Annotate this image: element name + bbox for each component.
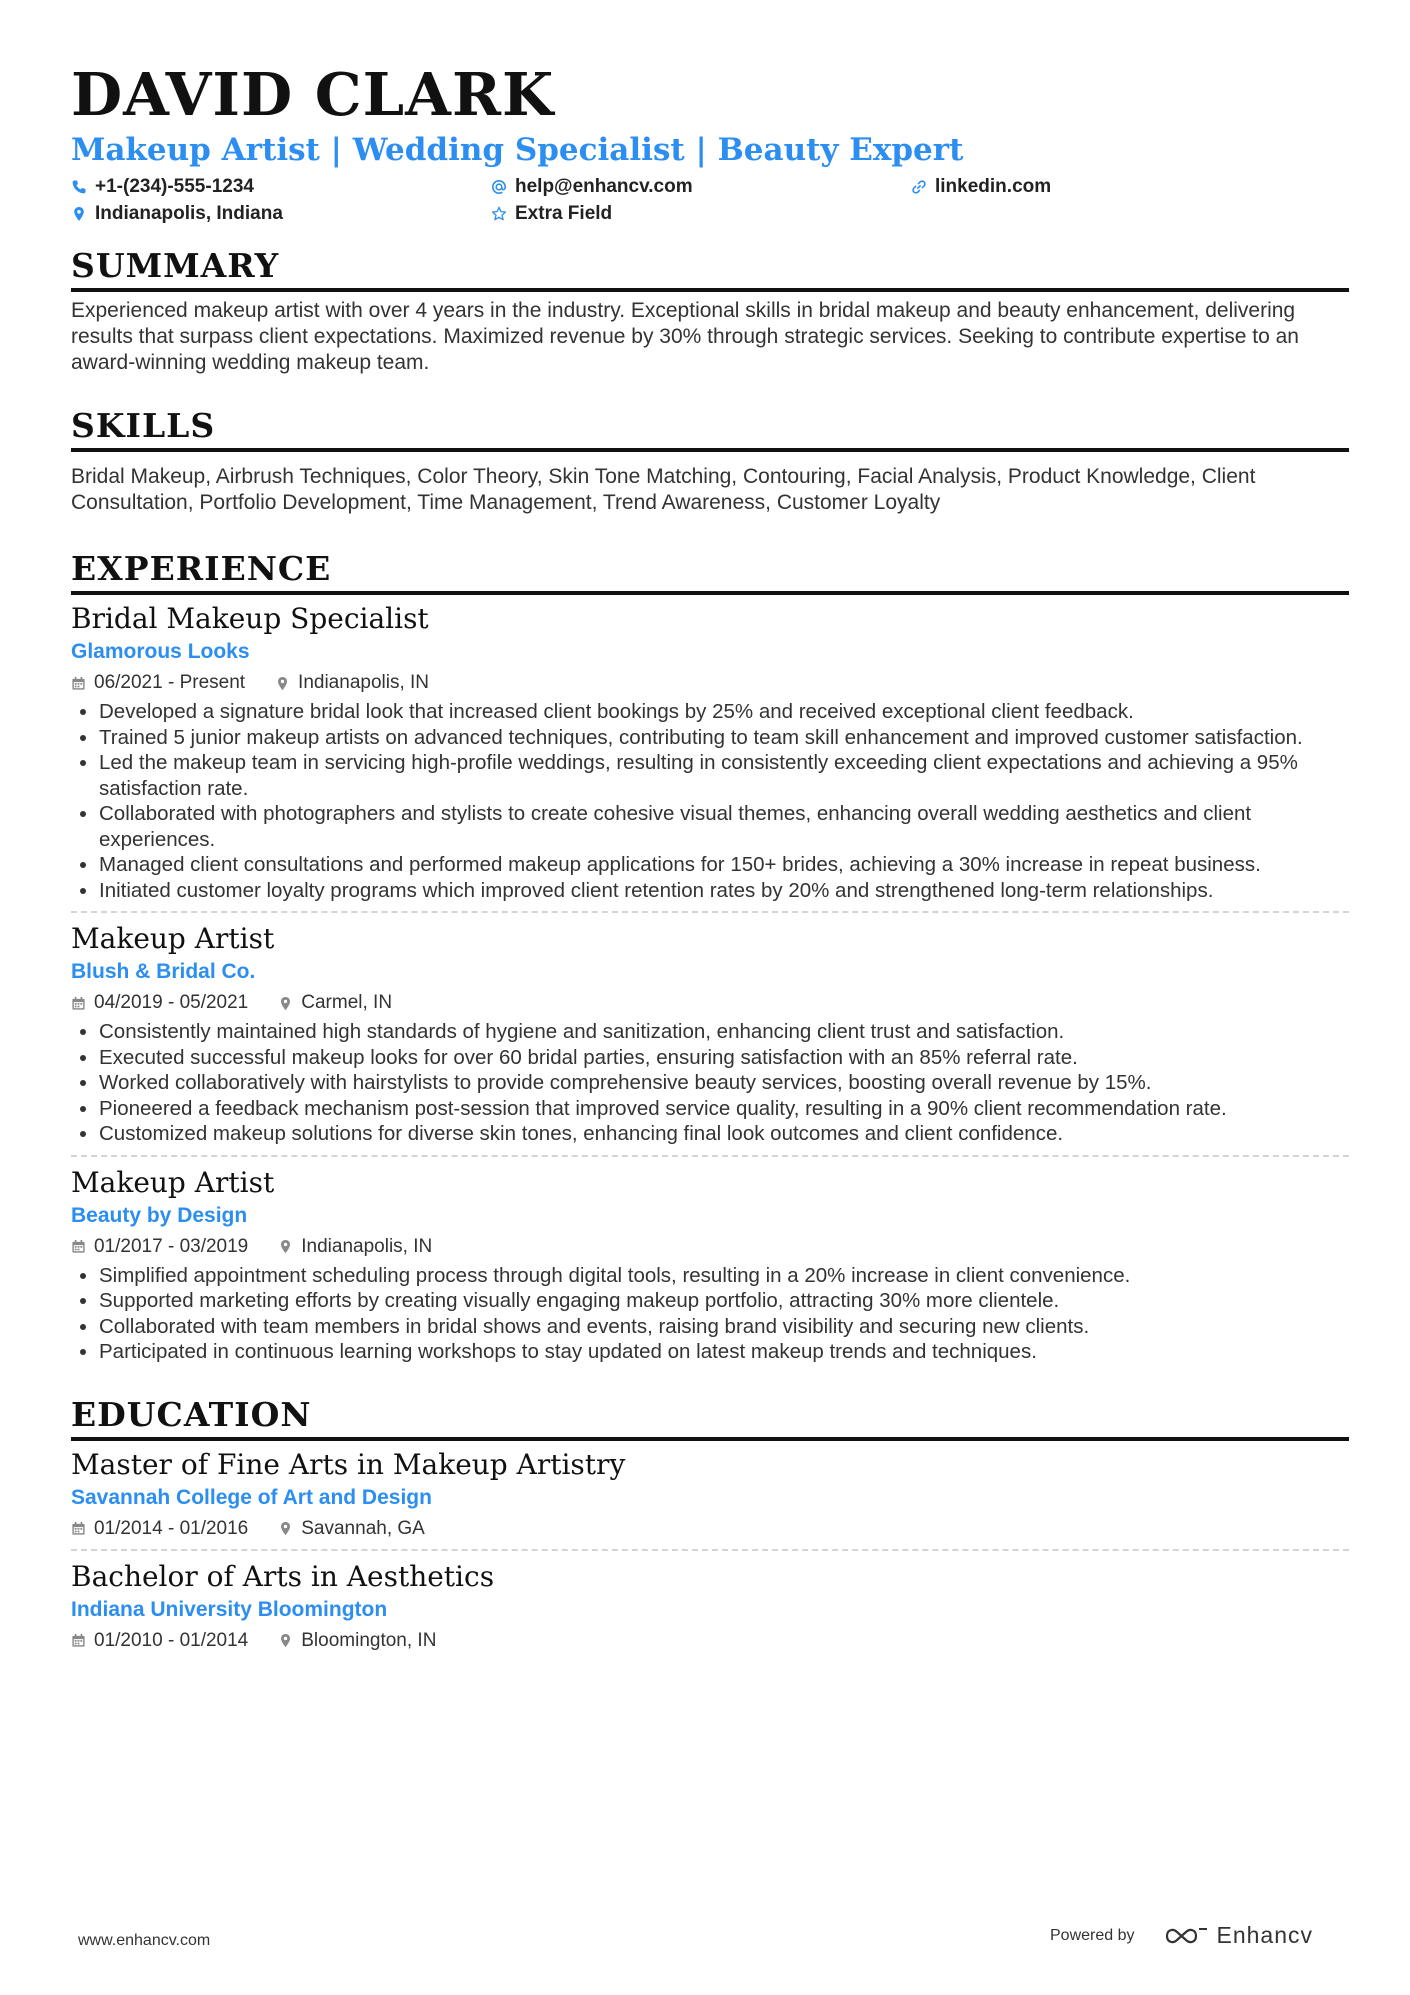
job-bullet: • Pioneered a feedback mechanism post-session that improved service quality, resulting in a 90% client recommendation rate.: [99, 1096, 1349, 1122]
job-dates: 06/2021 - Present: [94, 672, 246, 693]
job-bullet: • Participated in continuous learning workshops to stay updated on latest makeup trends and techniques.: [99, 1339, 1349, 1365]
summary-heading: SUMMARY: [71, 246, 1349, 292]
job-bullet: • Led the makeup team in servicing high-profile weddings, resulting in consistently exceeding client expectations and achieving a 95% satisfaction rate.: [99, 750, 1349, 801]
job-bullet: • Managed client consultations and performed makeup applications for 150+ brides, achieving a 30% increase in repeat business.: [99, 852, 1349, 878]
contact-email-text: help@enhancv.com: [515, 176, 693, 197]
location-icon: [278, 1633, 293, 1648]
job-bullet: • Trained 5 junior makeup artists on advanced techniques, contributing to team skill enhancement and improved customer satisfaction.: [99, 725, 1349, 751]
phone-icon: [71, 179, 87, 195]
education-entry: [71, 1559, 1349, 1665]
school-name: Savannah College of Art and Design: [71, 1485, 432, 1509]
star-icon: [491, 206, 507, 222]
entry-divider: [71, 911, 1349, 913]
footer-website[interactable]: www.enhancv.com: [78, 1932, 211, 1949]
job-bullet: • Collaborated with team members in bridal shows and events, raising brand visibility and securing new clients.: [99, 1314, 1349, 1340]
calendar-icon: [71, 1521, 86, 1536]
powered-by-label: Powered by: [1050, 1926, 1135, 1944]
summary-text: Experienced makeup artist with over 4 years in the industry. Exceptional skills in bridal makeup and beauty enhancement, delivering results that surpass client expectations. Maximized revenue by 30% through strategic services. Seeking to contribute expertise to an award-winning wedding makeup team.: [71, 299, 1299, 374]
skills-section: [71, 406, 1349, 516]
job-bullet: • Developed a signature bridal look that increased client bookings by 25% and received exceptional client feedback.: [99, 699, 1349, 725]
candidate-headline: Makeup Artist | Wedding Specialist | Beauty Expert: [71, 132, 964, 168]
job-bullets: [71, 1019, 1349, 1147]
contact-location: [71, 201, 491, 226]
skills-text: Bridal Makeup, Airbrush Techniques, Color Theory, Skin Tone Matching, Contouring, Facial Analysis, Product Knowledge, Client Consultation, Portfolio Development, Time Management, Trend Awareness, Customer Loyalty: [71, 465, 1256, 514]
experience-entry: [71, 921, 1349, 1155]
contact-email[interactable]: [491, 174, 911, 199]
location-icon: [278, 1239, 293, 1254]
job-bullet: • Collaborated with photographers and stylists to create cohesive visual themes, enhancing overall wedding aesthetics and client experiences.: [99, 801, 1349, 852]
location-icon: [278, 1521, 293, 1536]
experience-entry: [71, 601, 1349, 911]
enhancv-logo-icon: [1163, 1924, 1209, 1948]
job-location: Indianapolis, IN: [298, 672, 430, 693]
job-title: Makeup Artist: [71, 922, 275, 955]
enhancv-logo-text: Enhancv: [1216, 1922, 1314, 1948]
education-heading: EDUCATION: [71, 1395, 1349, 1441]
contact-phone-text: +1-(234)-555-1234: [95, 176, 254, 197]
candidate-name: DAVID CLARK: [71, 60, 555, 129]
degree-title: Bachelor of Arts in Aesthetics: [71, 1559, 495, 1593]
job-dates: 04/2019 - 05/2021: [94, 992, 249, 1013]
calendar-icon: [71, 1239, 86, 1254]
contact-extra-field-text: Extra Field: [515, 203, 613, 224]
at-icon: [491, 179, 507, 195]
contact-phone[interactable]: [71, 174, 491, 199]
calendar-icon: [71, 676, 86, 691]
job-meta: [71, 667, 1349, 699]
education-section: [71, 1395, 1349, 1665]
job-bullet: • Executed successful makeup looks for over 60 bridal parties, ensuring satisfaction with an 85% referral rate.: [99, 1045, 1349, 1071]
job-dates: 01/2017 - 03/2019: [94, 1235, 249, 1257]
degree-title: Master of Fine Arts in Makeup Artistry: [71, 1447, 626, 1481]
job-bullet: • Consistently maintained high standards of hygiene and sanitization, enhancing client trust and satisfaction.: [99, 1019, 1349, 1045]
company-name: Blush & Bridal Co.: [71, 960, 256, 983]
education-meta: [71, 1513, 1349, 1545]
job-bullet: • Worked collaboratively with hairstylists to provide comprehensive beauty services, boosting overall revenue by 15%.: [99, 1070, 1349, 1096]
job-title: Bridal Makeup Specialist: [71, 602, 429, 635]
calendar-icon: [71, 996, 86, 1011]
entry-divider: [71, 1155, 1349, 1157]
location-icon: [278, 996, 293, 1011]
resume-page: [71, 60, 1349, 1665]
job-bullets: [71, 699, 1349, 903]
contact-linkedin-text: linkedin.com: [935, 176, 1052, 197]
contact-location-text: Indianapolis, Indiana: [95, 203, 283, 224]
enhancv-logo[interactable]: [1163, 1922, 1314, 1949]
company-name: Beauty by Design: [71, 1203, 248, 1227]
summary-section: [71, 246, 1349, 376]
skills-heading: SKILLS: [71, 406, 1349, 452]
link-icon: [911, 179, 927, 195]
calendar-icon: [71, 1633, 86, 1648]
job-title: Makeup Artist: [71, 1165, 275, 1199]
company-name: Glamorous Looks: [71, 640, 250, 663]
experience-entry: [71, 1165, 1349, 1373]
job-meta: [71, 987, 1349, 1019]
education-dates: 01/2010 - 01/2014: [94, 1629, 249, 1651]
location-icon: [71, 206, 87, 222]
contact-linkedin[interactable]: [911, 174, 1331, 199]
education-location: Bloomington, IN: [301, 1629, 437, 1651]
footer-branding: [1050, 1922, 1313, 1949]
contact-info: [71, 174, 1349, 226]
location-icon: [275, 676, 290, 691]
job-bullet: • Supported marketing efforts by creating visually engaging makeup portfolio, attracting 30% more clientele.: [99, 1288, 1349, 1314]
education-dates: 01/2014 - 01/2016: [94, 1517, 249, 1539]
job-location: Indianapolis, IN: [301, 1235, 433, 1257]
job-location: Carmel, IN: [301, 992, 393, 1013]
education-entry: [71, 1447, 1349, 1549]
job-meta: [71, 1231, 1349, 1263]
school-name: Indiana University Bloomington: [71, 1597, 388, 1621]
job-bullet: • Customized makeup solutions for diverse skin tones, enhancing final look outcomes and client confidence.: [99, 1121, 1349, 1147]
education-meta: [71, 1625, 1349, 1657]
experience-heading: EXPERIENCE: [71, 549, 1349, 595]
education-location: Savannah, GA: [301, 1517, 425, 1539]
job-bullet: • Simplified appointment scheduling process through digital tools, resulting in a 20% increase in client convenience.: [99, 1263, 1349, 1289]
entry-divider: [71, 1549, 1349, 1551]
job-bullets: [71, 1263, 1349, 1365]
experience-section: [71, 549, 1349, 1373]
contact-extra-field: [491, 201, 911, 226]
job-bullet: • Initiated customer loyalty programs which improved client retention rates by 20% and strengthened long-term relationships.: [99, 878, 1349, 904]
